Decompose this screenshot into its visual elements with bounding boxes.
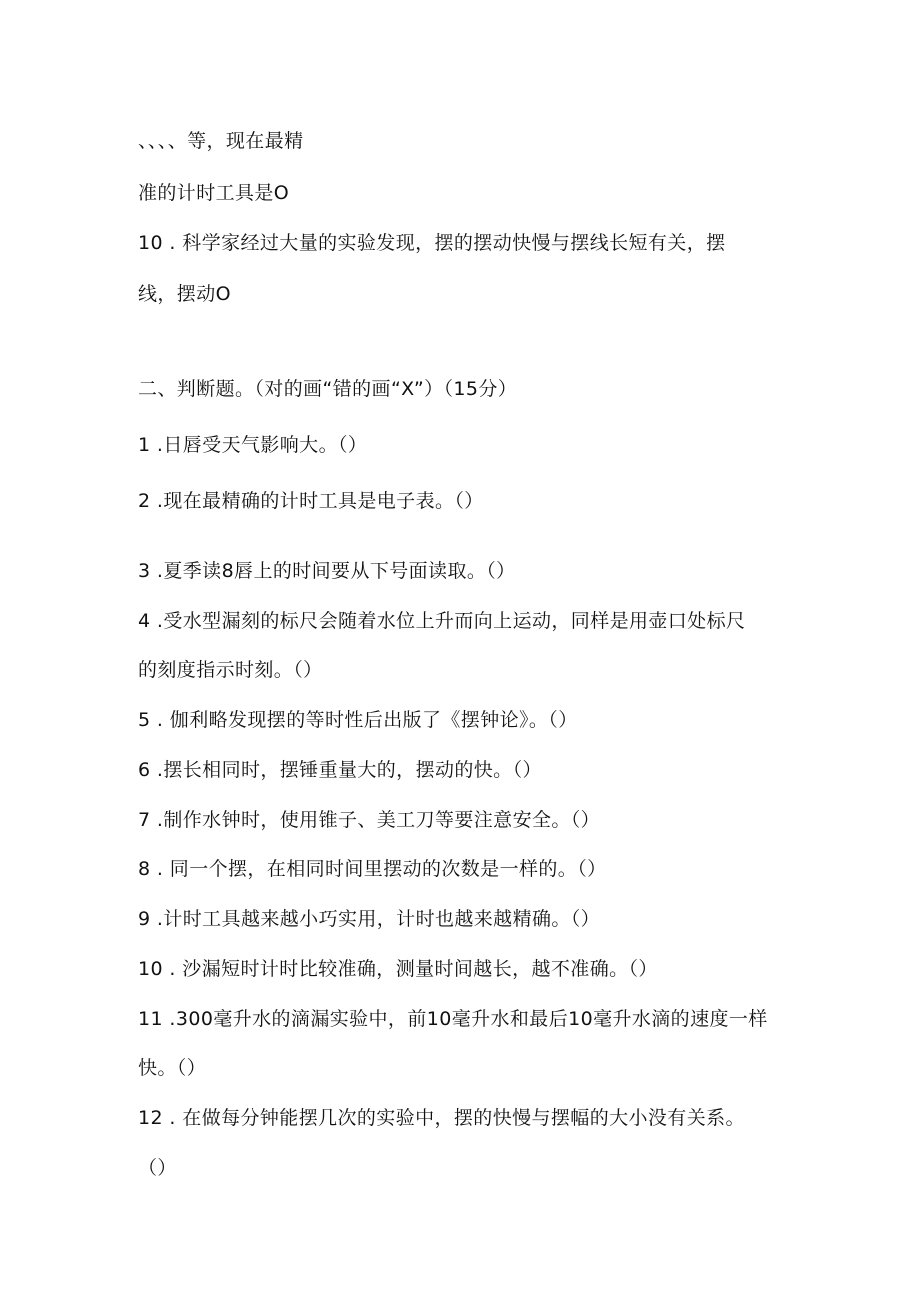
question-6: 6 .摆长相同时，摆锤重量大的，摆动的快。（） xyxy=(138,759,542,781)
fill-blank-line-1: 、、、、等，现在最精 xyxy=(138,130,304,152)
question-3: 3 .夏季读8唇上的时间要从下号面读取。（） xyxy=(138,560,516,582)
section-heading-true-false: 二、判断题。（对的画“错的画“X”）（15分） xyxy=(138,378,518,400)
question-12-line-1: 12 . 在做每分钟能摆几次的实验中，摆的快慢与摆幅的大小没有关系。 xyxy=(138,1107,745,1129)
question-12-line-2: （） xyxy=(138,1157,177,1179)
question-5: 5 . 伽利略发现摆的等时性后出版了《摆钟论》。（） xyxy=(138,709,578,731)
question-10: 10 . 沙漏短时计时比较准确，测量时间越长，越不准确。（） xyxy=(138,958,658,980)
question-1: 1 .日唇受天气影响大。（） xyxy=(138,434,368,456)
question-4-line-1: 4 .受水型漏刻的标尺会随着水位上升而向上运动，同样是用壶口处标尺 xyxy=(138,610,746,632)
question-2: 2 .现在最精确的计时工具是电子表。（） xyxy=(138,490,484,512)
fill-blank-q10-line-1: 10 . 科学家经过大量的实验发现，摆的摆动快慢与摆线长短有关，摆 xyxy=(138,232,726,254)
fill-blank-line-2: 准的计时工具是O xyxy=(138,182,290,204)
fill-blank-q10-line-2: 线，摆动O xyxy=(138,283,231,305)
question-11-line-1: 11 .300毫升水的滴漏实验中，前10毫升水和最后10毫升水滴的速度一样 xyxy=(138,1008,768,1030)
question-11-line-2: 快。（） xyxy=(138,1057,207,1079)
question-4-line-2: 的刻度指示时刻。（） xyxy=(138,659,323,681)
question-9: 9 .计时工具越来越小巧实用，计时也越来越精确。（） xyxy=(138,908,601,930)
question-8: 8 . 同一个摆，在相同时间里摆动的次数是一样的。（） xyxy=(138,858,607,880)
question-7: 7 .制作水钟时，使用锥子、美工刀等要注意安全。（） xyxy=(138,809,601,831)
